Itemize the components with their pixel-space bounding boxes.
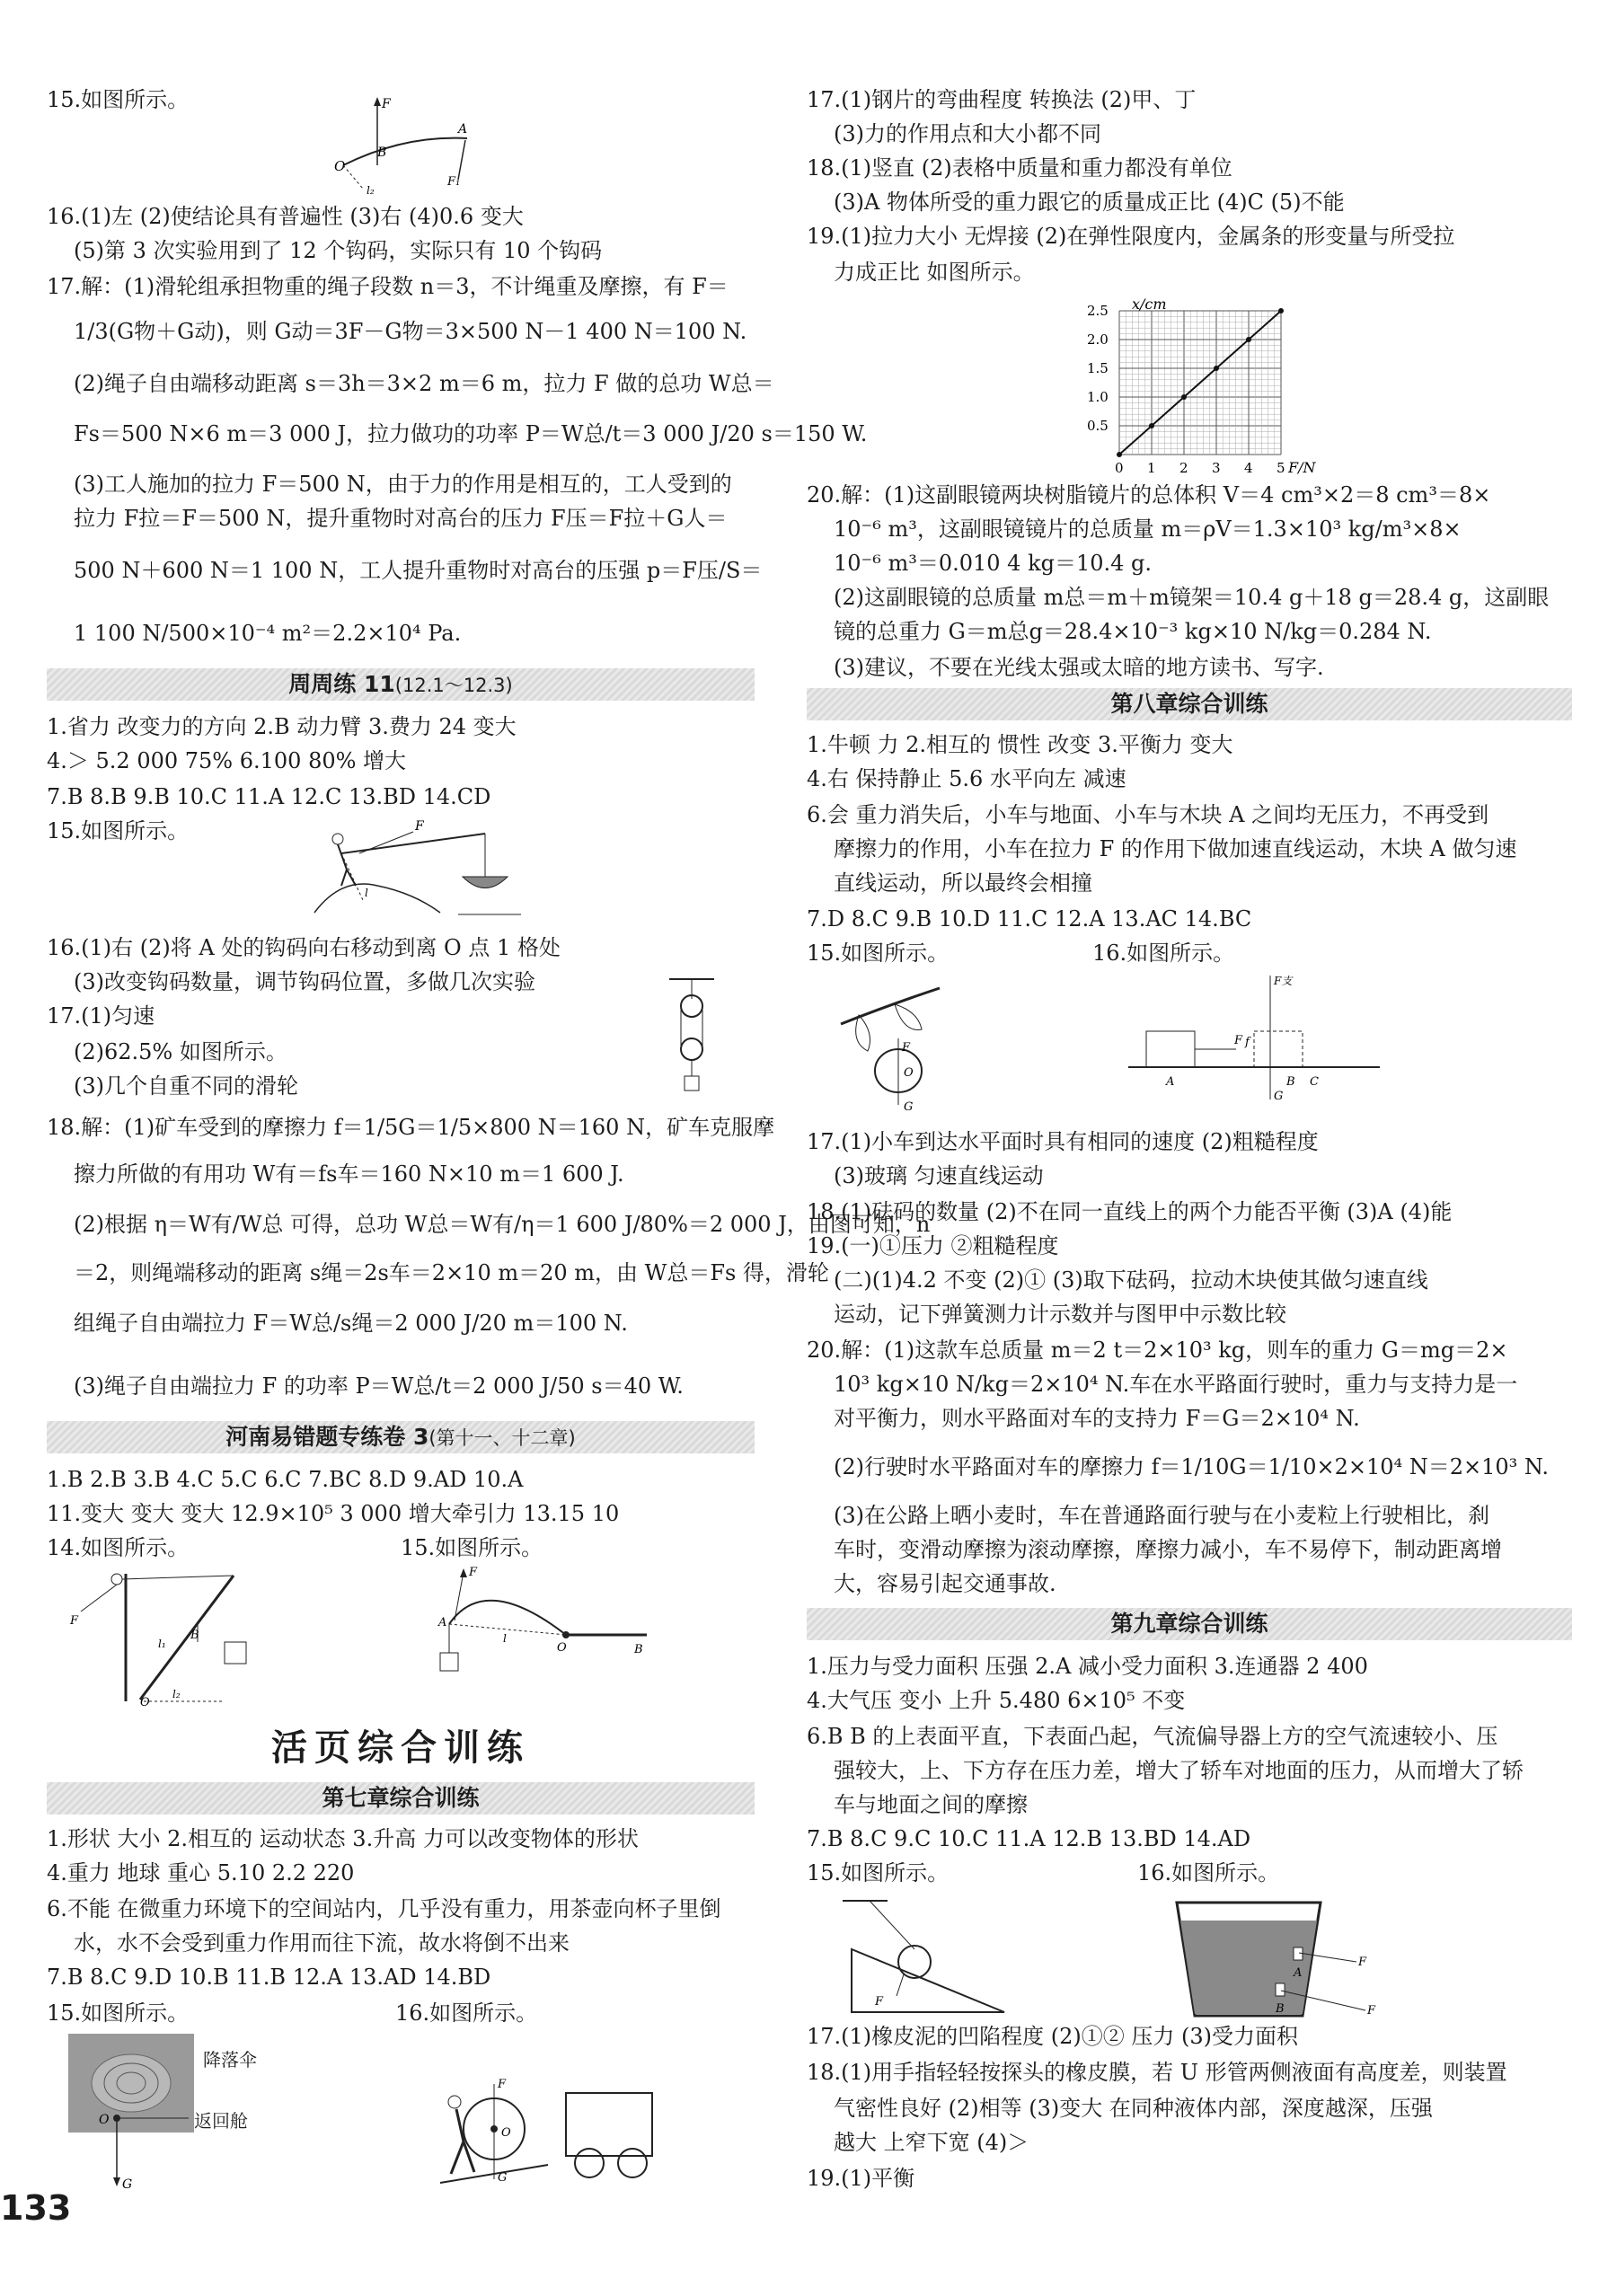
svg-text:f: f — [1245, 1036, 1250, 1049]
svg-text:B: B — [377, 146, 387, 160]
fishing-figure — [305, 814, 530, 922]
answer-line: (3)建议，不要在光线太强或太暗的地方读书、写字. — [834, 655, 1324, 680]
answer-line: 15.如图所示。 — [47, 818, 190, 843]
answer-line: 16.如图所示。 — [395, 2000, 538, 2026]
svg-text:A: A — [1166, 1075, 1175, 1089]
pulley-figure — [665, 976, 719, 1101]
answer-line: 11.变大 变大 变大 12.9×10⁵ 3 000 增大牵引力 13.15 10 — [47, 1501, 620, 1526]
y-tick-label: 1.5 — [1087, 360, 1109, 376]
answer-line: 17.(1)匀速 — [47, 1003, 155, 1029]
answer-line: 7.B 8.B 9.B 10.C 11.A 12.C 13.BD 14.CD — [47, 784, 491, 809]
answer-line: (3)力的作用点和大小都不同 — [834, 121, 1101, 146]
answer-line: (3)绳子自由端拉力 F 的功率 P＝W总/t＝2 000 J/50 s＝40 W. — [74, 1373, 684, 1399]
answer-line: 7.B 8.C 9.D 10.B 11.B 12.A 13.AD 14.BD — [47, 1965, 491, 1990]
svg-text:F支: F支 — [1274, 975, 1293, 987]
answer-line: 18.(1)砝码的数量 (2)不在同一直线上的两个力能否平衡 (3)A (4)能 — [807, 1199, 1453, 1224]
answer-line: 车时，变滑动摩擦为滚动摩擦，摩擦力减小，车不易停下，制动距离增 — [834, 1537, 1502, 1562]
answer-line: (3)玻璃 匀速直线运动 — [834, 1163, 1044, 1188]
svg-text:A: A — [1294, 1966, 1303, 1980]
x-tick-label: 0 — [1115, 460, 1124, 476]
svg-text:G: G — [1274, 1090, 1284, 1103]
answer-line: (3)在公路上晒小麦时，车在普通路面行驶与在小麦粒上行驶相比，刹 — [834, 1503, 1489, 1528]
answer-line: 15.如图所示。 — [807, 1860, 950, 1885]
answer-line: 17.(1)钢片的弯曲程度 转换法 (2)甲、丁 — [807, 87, 1197, 112]
svg-text:O: O — [557, 1641, 567, 1655]
answer-line: 6.B B 的上表面平直，下表面凸起，气流偏导器上方的空气流速较小、压 — [807, 1724, 1498, 1749]
answer-line: (2)这副眼镜的总质量 m总＝m＋m镜架＝10.4 g＋18 g＝28.4 g，这副眼 — [834, 585, 1550, 610]
x-tick-label: 1 — [1147, 460, 1156, 476]
answer-line: 15.如图所示。 — [47, 87, 190, 112]
answer-line: 19.(1)平衡 — [807, 2166, 915, 2191]
svg-text:A: A — [438, 1616, 447, 1629]
data-point — [1181, 394, 1187, 400]
svg-text:F: F — [382, 97, 391, 111]
section-subtitle: (第十一、十二章) — [428, 1427, 576, 1449]
ball-incline-figure — [834, 1895, 1013, 2021]
svg-text:l₂: l₂ — [172, 1688, 181, 1700]
answer-line: 拉力 F拉＝F＝500 N，提升重物时对高台的压力 F压＝F拉＋G人＝ — [74, 506, 728, 531]
answer-line: 10⁻⁶ m³＝0.010 4 kg＝10.4 g. — [834, 551, 1153, 576]
answer-line: 17.(1)橡皮泥的凹陷程度 (2)①② 压力 (3)受力面积 — [807, 2024, 1299, 2049]
answer-line: 16.如图所示。 — [1137, 1860, 1280, 1885]
x-axis-label: F/N — [1288, 459, 1316, 476]
section-header-ch7: 第七章综合训练 — [47, 1782, 755, 1815]
answer-line: (2)根据 η＝W有/W总 可得，总功 W总＝W有/η＝1 600 J/80%＝2 000 J，由图可知，n — [74, 1212, 931, 1237]
answer-line: 强较大，上、下方存在压力差，增大了轿车对地面的压力，从而增大了轿 — [834, 1758, 1524, 1783]
page-number: 133 — [0, 2188, 72, 2228]
section-header-ch9: 第九章综合训练 — [807, 1608, 1572, 1640]
answer-line: (2)行驶时水平路面对车的摩擦力 f＝1/10G＝1/10×2×10⁴ N＝2×10³ N. — [834, 1454, 1550, 1479]
gravity-arrow-figure — [90, 2102, 198, 2192]
svg-text:B: B — [1286, 1075, 1295, 1089]
answer-line: 19.(一)①压力 ②粗糙程度 — [807, 1233, 1059, 1258]
right-column — [782, 0, 1599, 2296]
section-subtitle: (12.1～12.3) — [394, 675, 513, 696]
answer-line: 水，水不会受到重力作用而往下流，故水将倒不出来 — [74, 1930, 570, 1956]
answer-line: 1.省力 改变力的方向 2.B 动力臂 3.费力 24 变大 — [47, 714, 517, 739]
answer-line: 17.解：(1)滑轮组承担物重的绳子段数 n＝3，不计绳重及摩擦，有 F＝ — [47, 274, 729, 299]
data-point — [1278, 308, 1284, 313]
answer-line: 直线运动，所以最终会相撞 — [834, 870, 1092, 896]
svg-text:B: B — [1276, 2002, 1285, 2016]
svg-text:F: F — [875, 1995, 884, 2009]
data-point — [1149, 423, 1154, 428]
answer-line: 17.(1)小车到达水平面时具有相同的速度 (2)粗糙程度 — [807, 1129, 1319, 1154]
answer-line: (3)改变钩码数量，调节钩码位置，多做几次实验 — [74, 969, 535, 994]
section-title: 河南易错题专练卷 3 — [225, 1424, 429, 1450]
answer-line: (2)绳子自由端移动距离 s＝3h＝3×2 m＝6 m，拉力 F 做的总功 W总＝ — [74, 371, 774, 396]
section-title: 周周练 11 — [288, 671, 395, 697]
answer-line: 15.如图所示。 — [807, 940, 950, 966]
parachute-label: 降落伞 — [203, 2049, 257, 2071]
svg-text:F: F — [902, 1041, 911, 1055]
svg-text:l: l — [503, 1632, 507, 1645]
section-header-zhouzhoulian — [47, 668, 755, 701]
svg-text:F: F — [469, 1566, 478, 1579]
crane-figure — [63, 1567, 261, 1710]
answer-line: 10³ kg×10 N/kg＝2×10⁴ N.车在水平路面行驶时，重力与支持力是一 — [834, 1372, 1518, 1397]
answer-line: (二)(1)4.2 不变 (2)① (3)取下砝码，拉动木块使其做匀速直线 — [834, 1267, 1428, 1293]
svg-text:B: B — [190, 1629, 199, 1642]
capsule-label: 返回舱 — [194, 2110, 248, 2132]
cart-block-figure — [1119, 970, 1389, 1105]
svg-text:F: F — [1358, 1956, 1367, 1969]
answer-line: 1.B 2.B 3.B 4.C 5.C 6.C 7.BC 8.D 9.AD 10.A — [47, 1467, 524, 1492]
answer-line: 1.压力与受力面积 压强 2.A 减小受力面积 3.连通器 2 400 — [807, 1654, 1368, 1679]
answer-line: Fs＝500 N×6 m＝3 000 J，拉力做功的功率 P＝W总/t＝3 000 J/20 s＝150 W. — [74, 421, 868, 446]
answer-line: 20.解：(1)这款车总质量 m＝2 t＝2×10³ kg，则车的重力 G＝mg＝2× — [807, 1338, 1508, 1363]
data-point — [1246, 337, 1251, 342]
answer-line: (3)工人施加的拉力 F＝500 N，由于力的作用是相互的，工人受到的 — [74, 472, 732, 497]
svg-text:l₁: l₁ — [158, 1638, 166, 1650]
y-axis-label: x/cm — [1132, 296, 1167, 313]
svg-text:G: G — [904, 1100, 914, 1114]
data-point — [1117, 452, 1122, 457]
answer-line: ＝2，则绳端移动的距离 s绳＝2s车＝2×10 m＝20 m，由 W总＝Fs 得，滑轮 — [74, 1260, 829, 1285]
answer-line: 18.解：(1)矿车受到的摩擦力 f＝1/5G＝1/5×800 N＝160 N，矿车克服摩 — [47, 1115, 775, 1140]
answer-line: 组绳子自由端拉力 F＝W总/s绳＝2 000 J/20 m＝100 N. — [74, 1311, 628, 1336]
svg-text:F: F — [498, 2078, 507, 2091]
svg-text:A: A — [458, 122, 468, 137]
section-header-ch8: 第八章综合训练 — [807, 688, 1572, 720]
svg-text:F: F — [415, 819, 424, 834]
answer-line: 对平衡力，则水平路面对车的支持力 F＝G＝2×10⁴ N. — [834, 1406, 1360, 1431]
answer-line: (3)几个自重不同的滑轮 — [74, 1073, 298, 1099]
series-line — [1119, 311, 1281, 455]
answer-line: 4.右 保持静止 5.6 水平向左 减速 — [807, 766, 1126, 791]
answer-line: 16.(1)右 (2)将 A 处的钩码向右移动到离 O 点 1 格处 — [47, 935, 561, 960]
answer-line: 19.(1)拉力大小 无焊接 (2)在弹性限度内，金属条的形变量与所受拉 — [807, 224, 1455, 249]
answer-line: 16.如图所示。 — [1092, 940, 1235, 966]
lever-figure-2 — [422, 1563, 656, 1698]
answer-line: 10⁻⁶ m³，这副眼镜镜片的总质量 m＝ρV＝1.3×10³ kg/m³×8× — [834, 517, 1462, 542]
answer-line: 摩擦力的作用，小车在拉力 F 的作用下做加速直线运动，木块 A 做匀速 — [834, 836, 1517, 861]
answer-line: 车与地面之间的摩擦 — [834, 1792, 1028, 1817]
x-tick-label: 3 — [1212, 460, 1221, 476]
answer-line: 20.解：(1)这副眼镜两块树脂镜片的总体积 V＝4 cm³×2＝8 cm³＝8× — [807, 482, 1491, 508]
lever-figure-1 — [332, 90, 485, 198]
apple-branch-figure — [832, 979, 949, 1114]
answer-line: 1.牛顿 力 2.相互的 惯性 改变 3.平衡力 变大 — [807, 732, 1233, 757]
answer-line: 运动，记下弹簧测力计示数并与图甲中示数比较 — [834, 1302, 1286, 1327]
answer-line: 大，容易引起交通事故. — [834, 1571, 1056, 1596]
y-tick-label: 2.5 — [1087, 303, 1109, 319]
answer-line: 4.＞ 5.2 000 75% 6.100 80% 增大 — [47, 748, 407, 773]
svg-text:l: l — [365, 887, 368, 899]
answer-line: 7.D 8.C 9.B 10.D 11.C 12.A 13.AC 14.BC — [807, 906, 1252, 932]
answer-line: 500 N＋600 N＝1 100 N，工人提升重物时对高台的压强 p＝F压/S＝ — [74, 558, 763, 583]
svg-text:F: F — [1234, 1034, 1243, 1047]
answer-line: (3)A 物体所受的重力跟它的质量成正比 (4)C (5)不能 — [834, 190, 1345, 215]
x-tick-label: 5 — [1277, 460, 1285, 476]
liquid-container-figure — [1159, 1894, 1410, 2028]
answer-line: 18.(1)竖直 (2)表格中质量和重力都没有单位 — [807, 155, 1232, 181]
svg-text:F₁: F₁ — [447, 175, 461, 189]
y-tick-label: 0.5 — [1087, 418, 1109, 434]
svg-text:G: G — [498, 2171, 508, 2185]
x-tick-label: 4 — [1244, 460, 1253, 476]
svg-text:O: O — [501, 2126, 511, 2140]
spring-graph — [1069, 296, 1321, 476]
data-point — [1214, 366, 1219, 371]
svg-text:G: G — [122, 2177, 133, 2192]
svg-text:F: F — [70, 1614, 79, 1628]
answer-line: 7.B 8.C 9.C 10.C 11.A 12.B 13.BD 14.AD — [807, 1826, 1251, 1851]
answer-line: 镜的总重力 G＝m总g＝28.4×10⁻³ kg×10 N/kg＝0.284 N. — [834, 619, 1432, 644]
svg-text:O: O — [904, 1066, 914, 1080]
answer-line: 6.会 重力消失后，小车与地面、小车与木块 A 之间均无压力，不再受到 — [807, 802, 1489, 827]
answer-line: 4.大气压 变小 上升 5.480 6×10⁵ 不变 — [807, 1688, 1186, 1713]
huoye-title: 活页综合训练 — [271, 1726, 530, 1769]
svg-text:B: B — [634, 1643, 643, 1656]
answer-line: 越大 上窄下宽 (4)＞ — [834, 2130, 1029, 2155]
answer-line: (5)第 3 次实验用到了 12 个钩码，实际只有 10 个钩码 — [74, 238, 603, 263]
answer-line: 18.(1)用手指轻轻按探头的橡皮膜，若 U 形管两侧液面有高度差，则装置 — [807, 2060, 1507, 2085]
svg-text:F: F — [1367, 2004, 1376, 2018]
svg-text:O: O — [334, 158, 346, 174]
answer-line: 4.重力 地球 重心 5.10 2.2 220 — [47, 1860, 355, 1885]
answer-line: 6.不能 在微重力环境下的空间站内，几乎没有重力，用茶壶向杯子里倒 — [47, 1896, 721, 1921]
answer-line: 1/3(G物＋G动)，则 G动＝3F－G物＝3×500 N－1 400 N＝100 N. — [74, 319, 747, 344]
answer-line: 1 100 N/500×10⁻⁴ m²＝2.2×10⁴ Pa. — [74, 621, 462, 646]
answer-line: 气密性良好 (2)相等 (3)变大 在同种液体内部，深度越深，压强 — [834, 2096, 1433, 2121]
y-tick-label: 2.0 — [1087, 331, 1109, 348]
x-tick-label: 2 — [1179, 460, 1188, 476]
y-tick-label: 1.0 — [1087, 389, 1109, 405]
svg-text:O: O — [140, 1696, 150, 1709]
answer-line: 擦力所做的有用功 W有＝fs车＝160 N×10 m＝1 600 J. — [74, 1161, 624, 1187]
section-header-henan — [47, 1421, 755, 1453]
svg-text:C: C — [1310, 1075, 1319, 1089]
answer-line: 15.如图所示。 — [47, 2000, 190, 2026]
svg-text:O: O — [99, 2113, 110, 2127]
answer-line: 力成正比 如图所示。 — [834, 260, 1035, 285]
push-wheel-figure — [422, 2066, 656, 2192]
answer-line: 1.形状 大小 2.相互的 运动状态 3.升高 力可以改变物体的形状 — [47, 1826, 639, 1851]
answer-line: 14.如图所示。 — [47, 1535, 190, 1560]
answer-line: 15.如图所示。 — [401, 1535, 543, 1560]
answer-line: (2)62.5% 如图所示。 — [74, 1039, 287, 1064]
svg-text:l₂: l₂ — [367, 184, 375, 197]
answer-line: 16.(1)左 (2)使结论具有普遍性 (3)右 (4)0.6 变大 — [47, 204, 524, 229]
